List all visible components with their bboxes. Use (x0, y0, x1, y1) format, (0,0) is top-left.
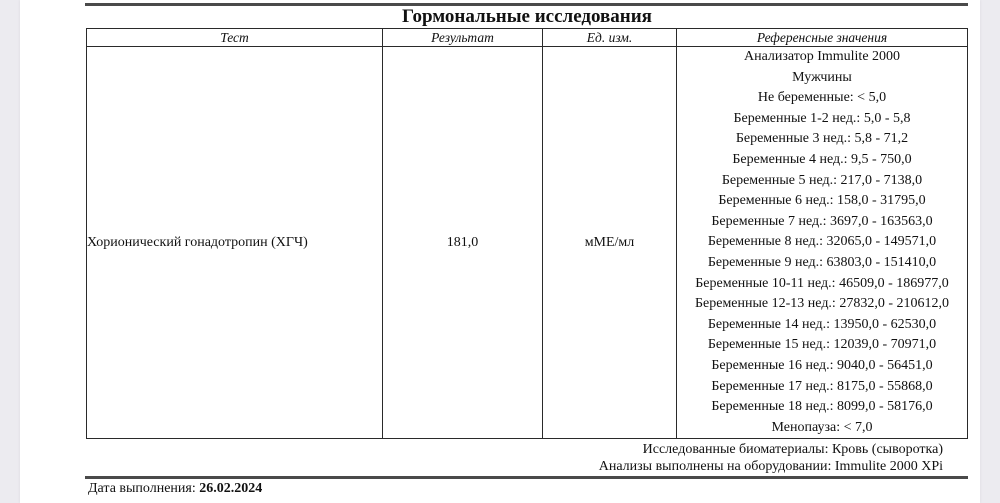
reference-line: Беременные 17 нед.: 8175,0 - 55868,0 (711, 378, 933, 394)
reference-line: Беременные 1-2 нед.: 5,0 - 5,8 (733, 110, 911, 126)
reference-line: Беременные 10-11 нед.: 46509,0 - 186977,0 (695, 275, 949, 291)
header-result: Результат (383, 29, 543, 47)
biomaterial-note: Исследованные биоматериалы: Кровь (сыворотка) (642, 442, 943, 457)
result-cell: 181,0 (383, 47, 543, 439)
reference-cell (677, 47, 968, 439)
test-name-cell: Хорионический гонадотропин (ХГЧ) (87, 47, 383, 439)
reference-line: Не беременные: < 5,0 (757, 90, 887, 106)
date-value: 26.02.2024 (199, 481, 263, 496)
reference-line: Беременные 14 нед.: 13950,0 - 62530,0 (707, 316, 937, 332)
reference-line: Анализатор Immulite 2000 (743, 49, 901, 64)
reference-line: Беременные 18 нед.: 8099,0 - 58176,0 (711, 399, 933, 415)
date-label: Дата выполнения: (88, 481, 196, 496)
reference-line: Беременные 4 нед.: 9,5 - 750,0 (732, 151, 912, 167)
results-table (86, 28, 968, 439)
reference-line: Беременные 6 нед.: 158,0 - 31795,0 (718, 193, 926, 209)
header-test: Тест (87, 29, 383, 47)
equipment-note: Анализы выполнены на оборудовании: Immulite 2000 XPi (598, 459, 943, 474)
unit-cell: мМЕ/мл (543, 47, 677, 439)
table-header-row (87, 29, 968, 47)
reference-line: Мужчины (792, 69, 852, 85)
reference-line: Беременные 7 нед.: 3697,0 - 163563,0 (711, 213, 933, 229)
table-row (87, 47, 968, 439)
reference-line: Беременные 12-13 нед.: 27832,0 - 210612,0 (694, 296, 949, 312)
header-reference: Референсные значения (677, 29, 968, 47)
reference-line: Беременные 15 нед.: 12039,0 - 70971,0 (707, 337, 937, 353)
reference-line: Беременные 3 нед.: 5,8 - 71,2 (735, 131, 909, 147)
reference-line: Беременные 9 нед.: 63803,0 - 151410,0 (707, 254, 937, 270)
document-page (20, 0, 980, 503)
reference-line: Менопауза: < 7,0 (771, 419, 873, 435)
reference-line: Беременные 5 нед.: 217,0 - 7138,0 (721, 172, 923, 188)
section-title: Гормональные исследования (402, 6, 652, 27)
bottom-divider (85, 476, 968, 479)
reference-line: Беременные 8 нед.: 32065,0 - 149571,0 (707, 234, 937, 250)
reference-line: Беременные 16 нед.: 9040,0 - 56451,0 (711, 357, 933, 373)
header-unit: Ед. изм. (543, 29, 677, 47)
completion-date (88, 480, 262, 498)
